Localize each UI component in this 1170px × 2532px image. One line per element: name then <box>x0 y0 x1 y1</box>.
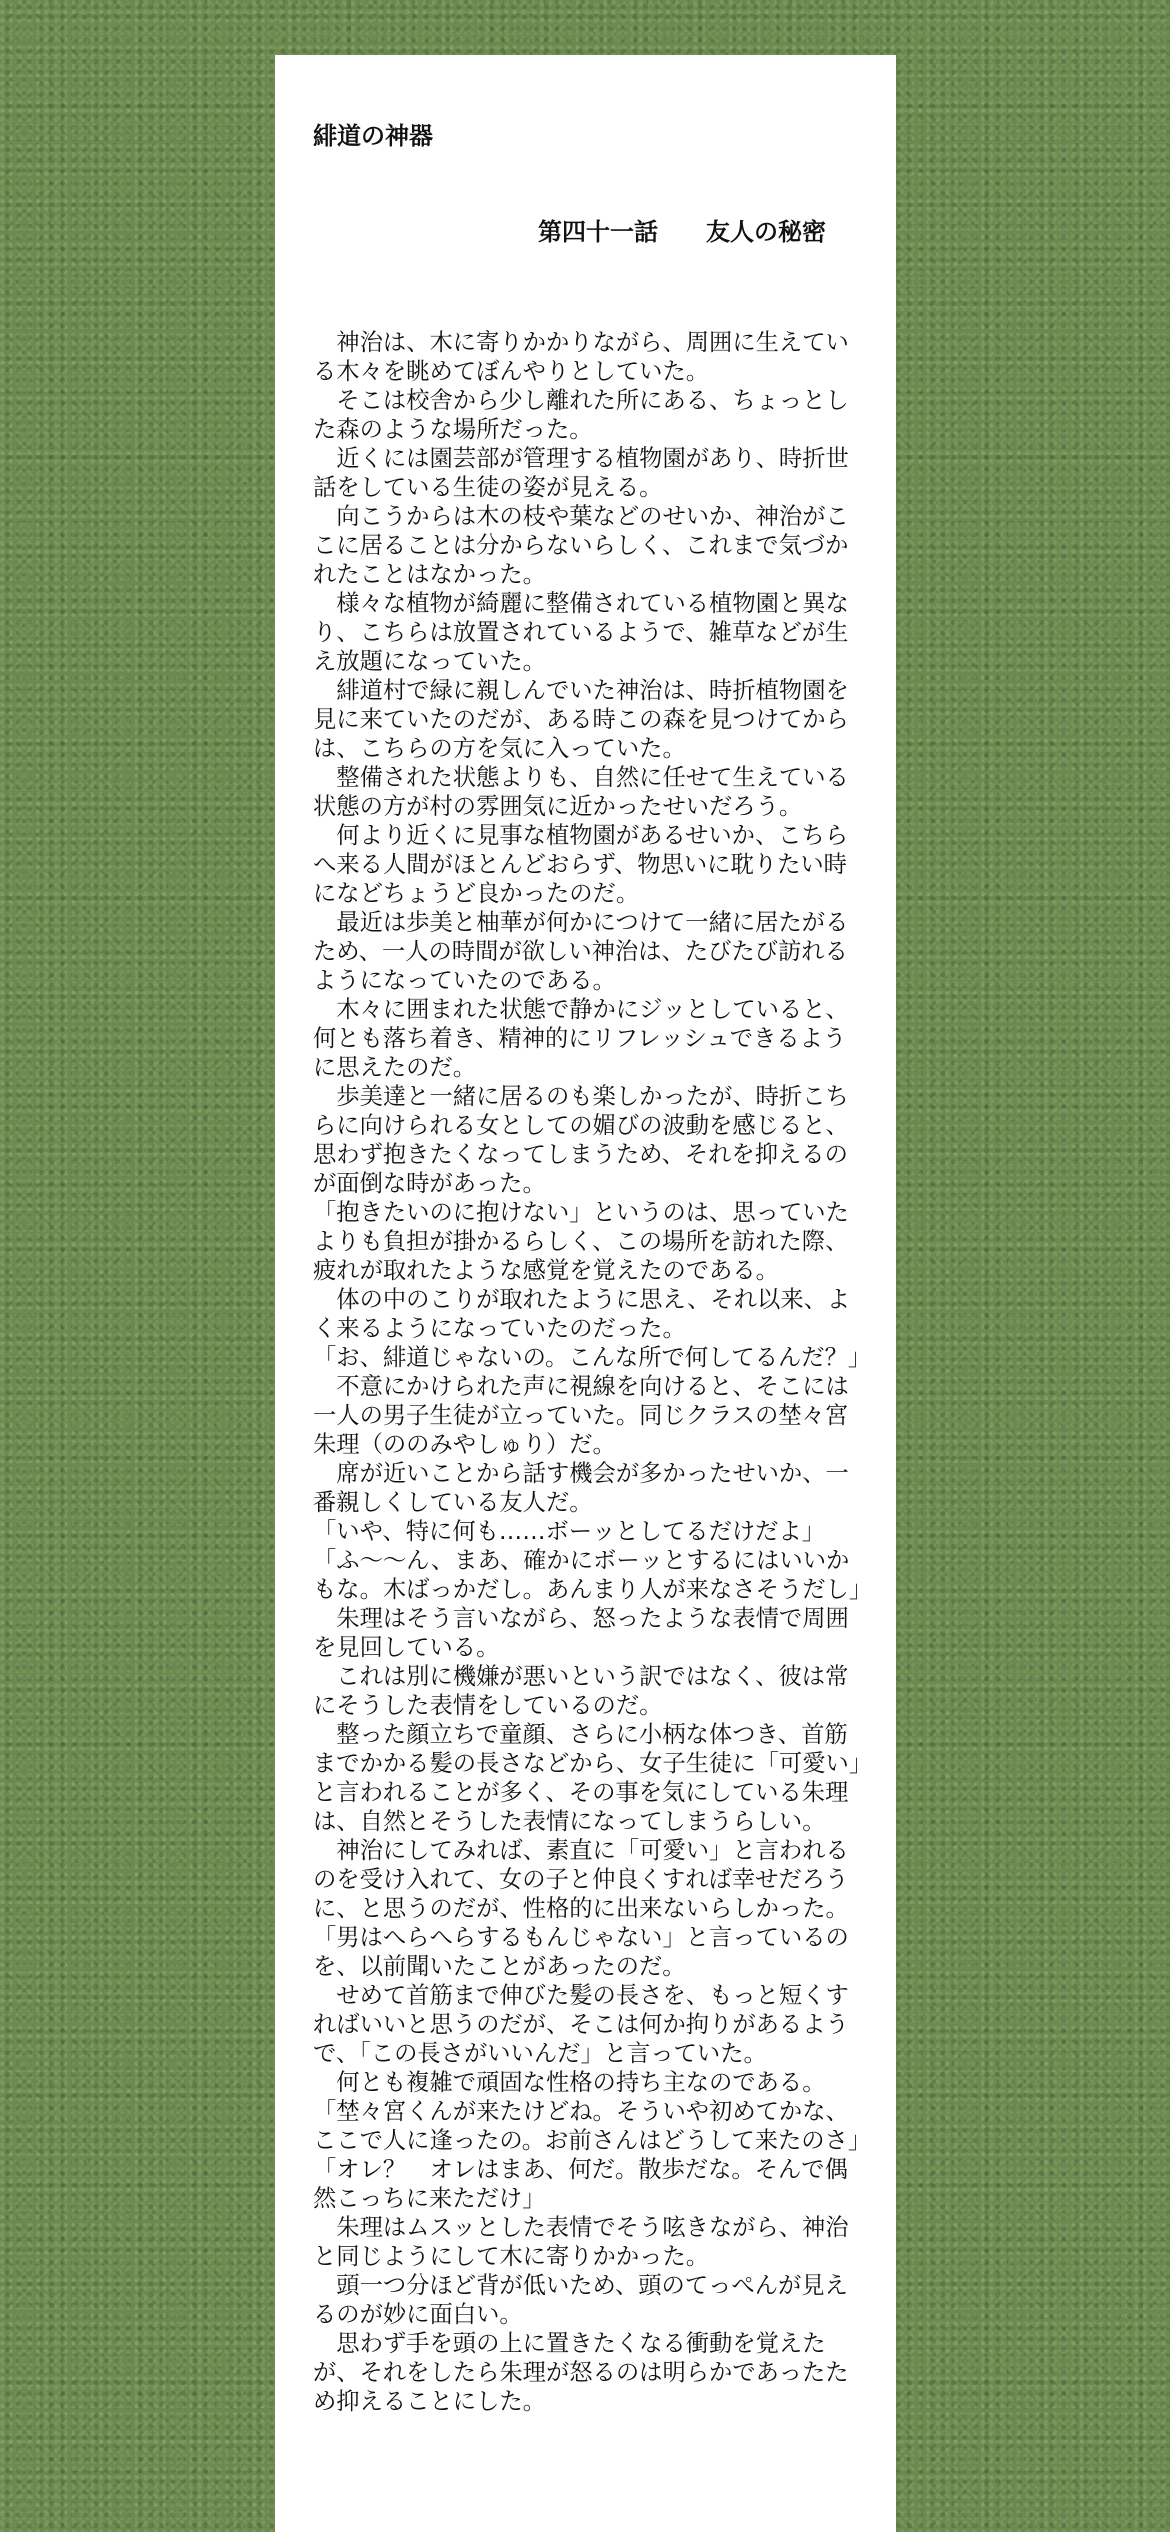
paragraph: 朱理はムスッとした表情でそう呟きながら、神治と同じようにして木に寄りかかった。 <box>313 2214 849 2270</box>
paragraph: 何より近くに見事な植物園があるせいか、こちらへ来る人間がほとんどおらず、物思いに耽りたい時になどちょうど良かったのだ。 <box>313 822 849 907</box>
paragraph: 頭一つ分ほど背が低いため、頭のてっぺんが見えるのが妙に面白い。 <box>313 2272 848 2328</box>
paragraph: 整備された状態よりも、自然に任せて生えている状態の方が村の雰囲気に近かったせいだろう。 <box>313 764 849 820</box>
paragraph: 木々に囲まれた状態で静かにジッとしていると、何とも落ち着き、精神的にリフレッシュできるように思えたのだ。 <box>313 996 849 1081</box>
paragraph: 緋道村で緑に親しんでいた神治は、時折植物園を見に来ていたのだが、ある時この森を見つけてからは、こちらの方を気に入っていた。 <box>313 677 849 762</box>
paragraph: 「抱きたいのに抱けない」というのは、思っていたよりも負担が掛かるらしく、この場所を訪れた際、疲れが取れたような感覚を覚えたのである。 <box>313 1199 849 1284</box>
novel-title: 緋道の神器 <box>313 122 433 150</box>
paragraph: 「お、緋道じゃないの。こんな所で何してるんだ？」 <box>313 1344 872 1371</box>
page-content <box>275 55 896 2532</box>
paragraph: 「埜々宮くんが来たけどね。そういや初めてかな、ここで人に逢ったの。お前さんはどうして来たのさ」 <box>313 2098 872 2154</box>
paragraph: 席が近いことから話す機会が多かったせいか、一番親しくしている友人だ。 <box>313 1460 849 1516</box>
paragraph: 「オレ？ オレはまあ、何だ。散歩だな。そんで偶然こっちに来ただけ」 <box>313 2156 848 2212</box>
paragraph: 思わず手を頭の上に置きたくなる衝動を覚えたが、それをしたら朱理が怒るのは明らかであったため抑えることにした。 <box>313 2330 849 2415</box>
paragraph: 歩美達と一緒に居るのも楽しかったが、時折こちらに向けられる女としての媚びの波動を感じると、思わず抱きたくなってしまうため、それを抑えるのが面倒な時があった。 <box>313 1083 849 1197</box>
paragraph: そこは校舎から少し離れた所にある、ちょっとした森のような場所だった。 <box>313 387 849 443</box>
paragraph: 「いや、特に何も……ボーッとしてるだけだよ」 <box>313 1518 826 1545</box>
paragraph: 近くには園芸部が管理する植物園があり、時折世話をしている生徒の姿が見える。 <box>313 445 849 501</box>
paragraph: 神治にしてみれば、素直に「可愛い」と言われるのを受け入れて、女の子と仲良くすれば幸せだろうに、と思うのだが、性格的に出来ないらしかった。「男はへらへらするもんじゃない」と言っているのを、以前聞いたことがあったのだ。 <box>313 1837 849 1980</box>
paragraph: せめて首筋まで伸びた髪の長さを、もっと短くすればいいと思うのだが、そこは何か拘りがあるようで、「この長さがいいんだ」と言っていた。 <box>313 1982 849 2067</box>
paragraph: 最近は歩美と柚華が何かにつけて一緒に居たがるため、一人の時間が欲しい神治は、たびたび訪れるようになっていたのである。 <box>313 909 849 994</box>
paragraph: 体の中のこりが取れたように思え、それ以来、よく来るようになっていたのだった。 <box>313 1286 851 1342</box>
paragraph: 神治は、木に寄りかかりながら、周囲に生えている木々を眺めてぼんやりとしていた。 <box>313 329 849 385</box>
paragraph: 様々な植物が綺麗に整備されている植物園と異なり、こちらは放置されているようで、雑草などが生え放題になっていた。 <box>313 590 849 675</box>
paragraph: これは別に機嫌が悪いという訳ではなく、彼は常にそうした表情をしているのだ。 <box>313 1663 849 1719</box>
chapter-title: 第四十一話 友人の秘密 <box>538 218 826 246</box>
paragraph: 不意にかけられた声に視線を向けると、そこには一人の男子生徒が立っていた。同じクラスの埜々宮朱理（ののみやしゅり）だ。 <box>313 1373 849 1458</box>
paragraph: 朱理はそう言いながら、怒ったような表情で周囲を見回している。 <box>313 1605 849 1661</box>
paragraph: 何とも複雑で頑固な性格の持ち主なのである。 <box>313 2069 826 2096</box>
paragraph: 向こうからは木の枝や葉などのせいか、神治がここに居ることは分からないらしく、これまで気づかれたことはなかった。 <box>313 503 849 588</box>
story-body <box>313 328 873 2416</box>
paragraph: 整った顔立ちで童顔、さらに小柄な体つき、首筋までかかる髪の長さなどから、女子生徒に「可愛い」と言われることが多く、その事を気にしている朱理は、自然とそうした表情になってしまうらしい。 <box>313 1721 861 1835</box>
paragraph: 「ふ～～ん、まあ、確かにボーッとするにはいいかもな。木ばっかだし。あんまり人が来なさそうだし」 <box>313 1547 873 1603</box>
